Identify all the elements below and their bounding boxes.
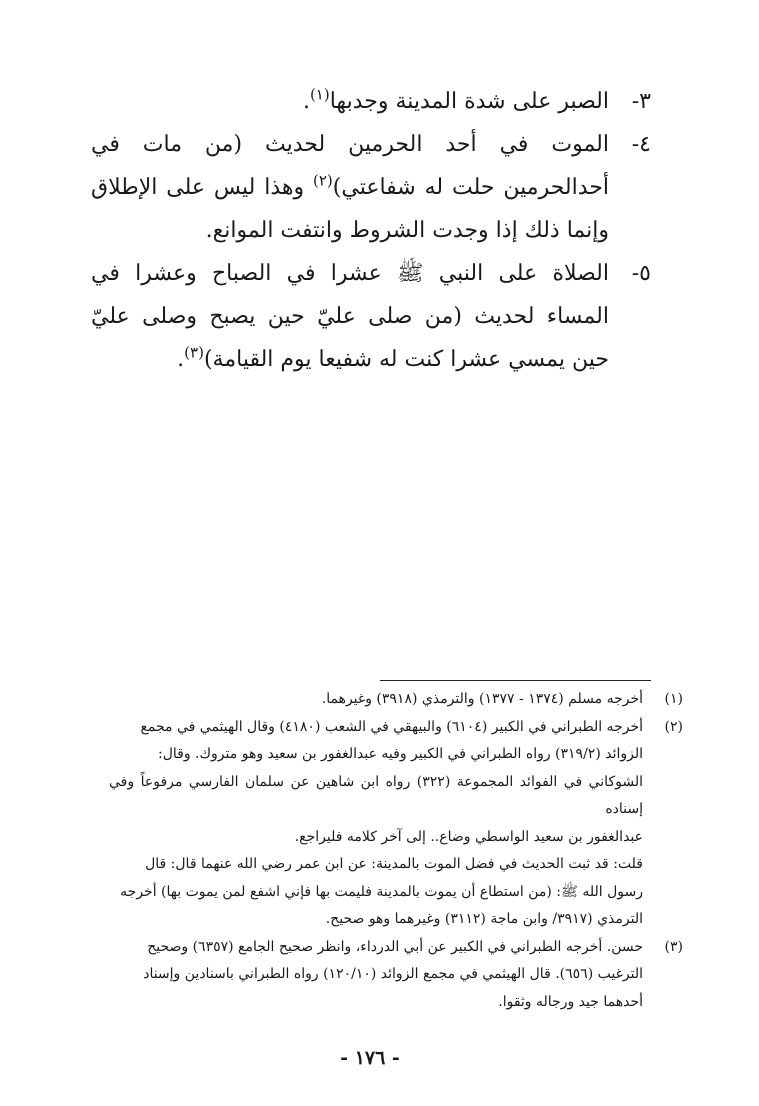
footnote-line: أخرجه مسلم (١٣٧٤ - ١٣٧٧) والترمذي (٣٩١٨) وغيرهما. bbox=[321, 691, 643, 707]
main-text bbox=[91, 80, 651, 381]
item-text: الصلاة على النبي ﷺ عشرا في الصباح وعشرا في المساء لحديث (من صلى عليّ حين يصبح وصلى عليّ حين يمسي عشرا كنت له شفيعا يوم القيامة)$^{(٣)}$. bbox=[91, 261, 609, 372]
list-item bbox=[91, 252, 651, 381]
footnote-line: الترغيب (٦٥٦). قال الهيثمي في مجمع الزوائد (١٢٠/١٠) رواه الطبراني باسنادين وإسناد bbox=[143, 966, 643, 982]
footnote-body bbox=[109, 934, 647, 1017]
footnote-marker[interactable]: (٣) bbox=[184, 343, 204, 362]
footnote-body bbox=[109, 714, 647, 934]
footnote-marker[interactable]: (٢) bbox=[313, 171, 333, 190]
footnote-marker[interactable]: (١) bbox=[309, 85, 330, 104]
footnote-line: أخرجه الطبراني في الكبير (٦١٠٤) والبيهقي في الشعب (٤١٨٠) وقال الهيثمي في مجمع bbox=[140, 718, 643, 735]
list-item bbox=[91, 80, 651, 123]
footnote-number: (١) bbox=[664, 691, 683, 707]
item-text: الصبر على شدة المدينة وجدبها$^{(١)}$. bbox=[302, 85, 609, 114]
footnote-line: رسول الله ﷺ: (من استطاع أن يموت بالمدينة فليمت بها فإني اشفع لمن يموت بها) أخرجه bbox=[120, 883, 643, 900]
list-item bbox=[91, 123, 651, 252]
item-number: ٣- bbox=[631, 89, 651, 114]
footnote-line: قلت: قد ثبت الحديث في فضل الموت بالمدينة: عن ابن عمر رضي الله عنهما قال: قال bbox=[145, 856, 643, 872]
item-number: ٤- bbox=[631, 132, 651, 157]
page-number: - ١٧٦ - bbox=[340, 1047, 400, 1069]
footnote-line: الترمذي (٣٩١٧/ وابن ماجة (٣١١٢) وغيرهما وهو صحيح. bbox=[325, 911, 643, 927]
footnote-number: (٢) bbox=[664, 718, 683, 735]
footnote-number: (٣) bbox=[664, 938, 683, 955]
footnote bbox=[109, 686, 683, 714]
footnote-line: عبدالغفور بن سعيد الواسطي وضاع.. إلى آخر كلامه فليراجع. bbox=[294, 828, 643, 845]
footnote-line: الزوائد (٣١٩/٢) رواه الطبراني في الكبير وفيه عبدالغفور بن سعيد وهو متروك. وقال: bbox=[158, 746, 643, 762]
item-text: الموت في أحد الحرمين لحديث (من مات في أحدالحرمين حلت له شفاعتي)$^{(٢)}$ وهذا ليس على الإطلاق وإنما ذلك إذا وجدت الشروط وانتفت الموانع. bbox=[91, 132, 609, 243]
footnote-body bbox=[109, 686, 647, 714]
footnote bbox=[109, 714, 683, 934]
item-number: ٥- bbox=[631, 261, 651, 286]
footnote-line: الشوكاني في الفوائد المجموعة (٣٢٢) رواه ابن شاهين عن سلمان الفارسي مرفوعاً وفي إسناده bbox=[109, 773, 643, 817]
footnote-line: حسن. أخرجه الطبراني في الكبير عن أبي الدرداء، وانظر صحيح الجامع (٦٣٥٧) وصحيح bbox=[147, 938, 643, 955]
footnote-line: أحدهما جيد ورجاله وثقوا. bbox=[498, 993, 643, 1010]
footnote-separator bbox=[380, 680, 651, 681]
footnotes bbox=[109, 686, 683, 1016]
footnote bbox=[109, 934, 683, 1017]
